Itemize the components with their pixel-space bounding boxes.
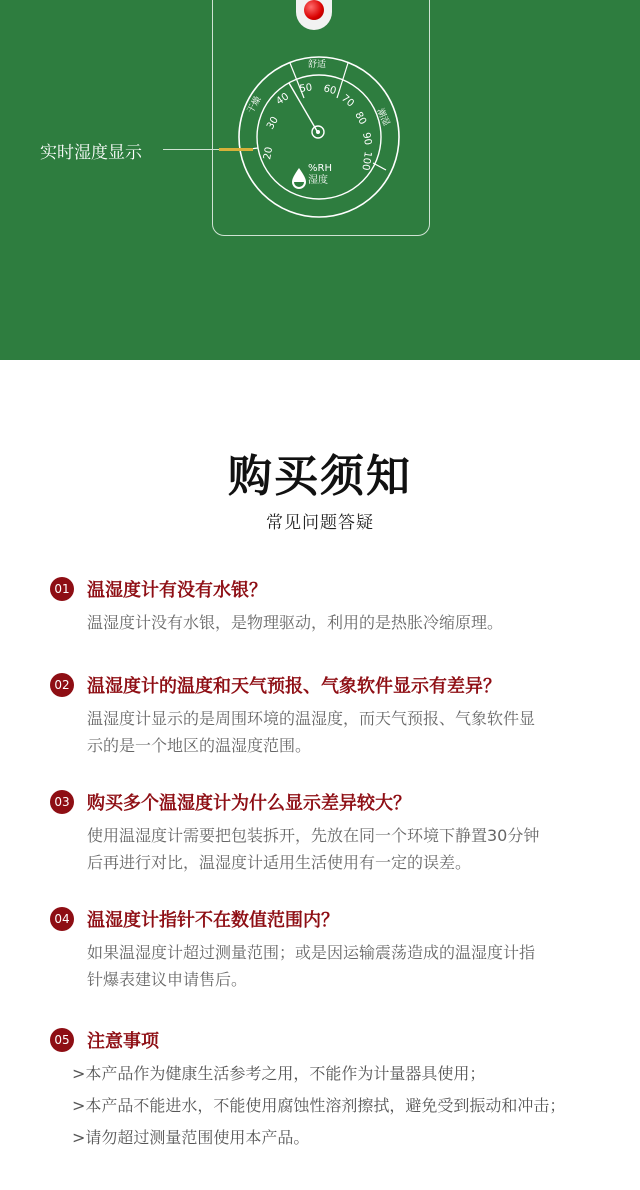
answer-line: 温湿度计没有水银，是物理驱动，利用的是热胀冷缩原理。 bbox=[87, 613, 504, 632]
notes-number-badge: 05 bbox=[50, 1028, 74, 1052]
zone-humid-label: 潮湿 bbox=[374, 107, 391, 128]
gauge-unit: %RH bbox=[308, 163, 332, 174]
callout-highlight bbox=[219, 148, 253, 151]
note-item: >请勿超过测量范围使用本产品。 bbox=[72, 1128, 310, 1147]
faq-number-badge: 03 bbox=[50, 790, 74, 814]
water-drop-icon bbox=[292, 168, 306, 189]
answer-line: 如果温湿度计超过测量范围；或是因运输震荡造成的温湿度计指 bbox=[87, 943, 536, 962]
tick-90: 90 bbox=[360, 131, 374, 147]
answer-line: 示的是一个地区的温湿度范围。 bbox=[87, 736, 312, 755]
callout-label: 实时湿度显示 bbox=[40, 143, 142, 163]
notes-list bbox=[50, 1058, 610, 1154]
answer-line: 后再进行对比，温湿度计适用生活使用有一定的误差。 bbox=[87, 853, 472, 872]
tick-60: 60 bbox=[322, 83, 338, 98]
note-item: >本产品作为健康生活参考之用，不能作为计量器具使用； bbox=[72, 1064, 486, 1083]
tick-40: 40 bbox=[274, 91, 292, 108]
tick-100: 100 bbox=[359, 150, 373, 172]
product-hero bbox=[0, 0, 640, 360]
red-knob bbox=[304, 0, 324, 20]
tick-20: 20 bbox=[262, 146, 276, 161]
tick-70: 70 bbox=[339, 92, 356, 110]
section-subtitle: 常见问题答疑 bbox=[266, 513, 374, 533]
callout-line bbox=[163, 149, 219, 150]
zone-dry-label: 干燥 bbox=[245, 94, 264, 116]
answer-line: 温湿度计显示的是周围环境的温湿度，而天气预报、气象软件显 bbox=[87, 709, 536, 728]
answer-line: 针爆表建议申请售后。 bbox=[87, 970, 248, 989]
faq-item bbox=[50, 575, 610, 636]
faq-answer bbox=[87, 609, 610, 636]
humidity-gauge bbox=[234, 52, 404, 222]
faq-question: 温湿度计有没有水银？ bbox=[87, 580, 267, 601]
faq-number-badge: 01 bbox=[50, 577, 74, 601]
faq-question: 温湿度计指针不在数值范围内？ bbox=[87, 910, 339, 931]
notes-title: 注意事项 bbox=[87, 1031, 159, 1052]
faq-answer bbox=[87, 822, 610, 876]
zone-comfort-label: 舒适 bbox=[308, 60, 327, 70]
faq-item bbox=[50, 671, 610, 759]
faq-answer bbox=[87, 939, 610, 993]
notes-section bbox=[50, 1026, 610, 1154]
faq-number-badge: 04 bbox=[50, 907, 74, 931]
faq-answer bbox=[87, 705, 610, 759]
faq-item bbox=[50, 905, 610, 993]
faq-number-badge: 02 bbox=[50, 673, 74, 697]
gauge-unit-label: 湿度 bbox=[308, 175, 328, 186]
section-title: 购买须知 bbox=[228, 451, 412, 502]
tick-80: 80 bbox=[352, 110, 369, 127]
note-item: >本产品不能进水，不能使用腐蚀性溶剂擦拭，避免受到振动和冲击； bbox=[72, 1096, 566, 1115]
tick-30: 30 bbox=[265, 114, 281, 132]
faq-question: 温湿度计的温度和天气预报、气象软件显示有差异？ bbox=[87, 676, 501, 697]
faq-question: 购买多个温湿度计为什么显示差异较大？ bbox=[87, 793, 411, 814]
tick-50: 50 bbox=[298, 82, 314, 95]
faq-item bbox=[50, 788, 610, 876]
answer-line: 使用温湿度计需要把包装拆开，先放在同一个环境下静置30分钟 bbox=[87, 826, 540, 845]
